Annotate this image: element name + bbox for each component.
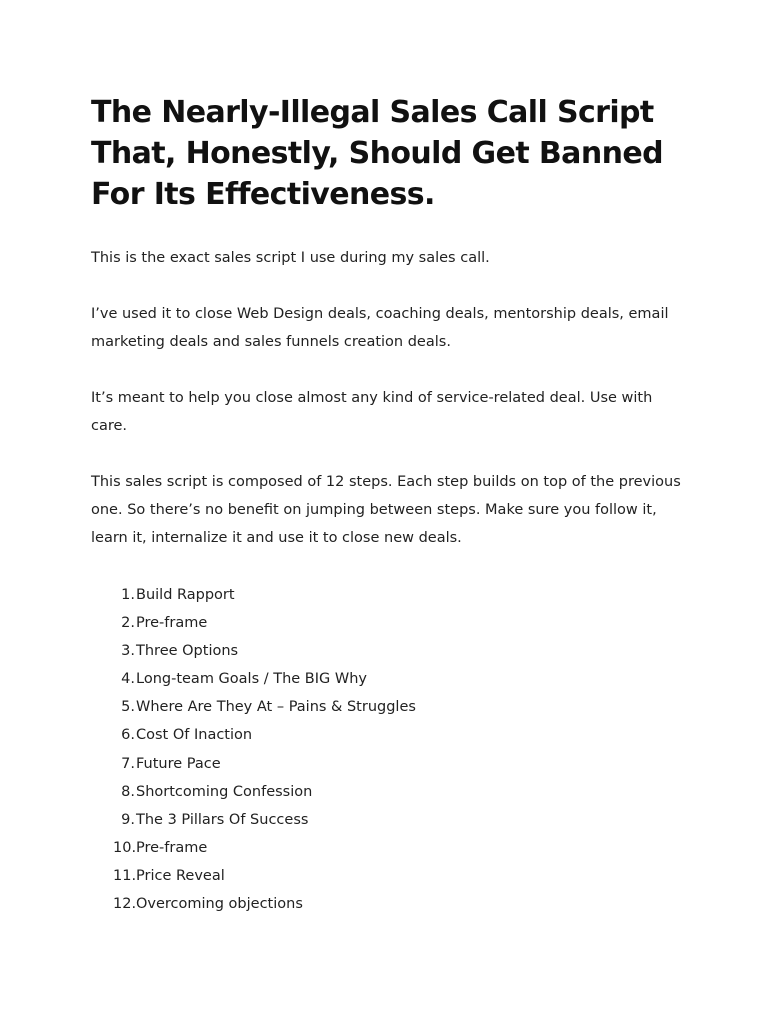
article	[91, 92, 691, 918]
step-number: 11.	[113, 867, 137, 884]
article-title: The Nearly-Illegal Sales Call Script That, Honestly, Should Get Banned For Its Effectiveness.	[91, 95, 663, 212]
step-label: Where Are They At – Pains & Struggles	[136, 699, 416, 716]
step-label: The 3 Pillars Of Success	[136, 811, 309, 828]
step-number: 2.	[121, 615, 135, 632]
step-label: Long-team Goals / The BIG Why	[136, 671, 367, 688]
step-label: Overcoming objections	[136, 896, 303, 913]
steps-intro-paragraph: This sales script is composed of 12 steps. Each step builds on top of the previous one. So there’s no benefit on jumping between steps. Make sure you follow it, learn it, internalize it and use it to close new deals.	[91, 474, 681, 546]
step-label: Pre-frame	[136, 615, 208, 632]
list-item	[91, 581, 691, 609]
step-number: 9.	[121, 811, 135, 828]
step-number: 5.	[121, 699, 135, 716]
step-number: 12.	[113, 896, 137, 913]
step-label: Price Reveal	[136, 867, 225, 884]
list-item	[91, 665, 691, 693]
step-label: Three Options	[136, 643, 239, 660]
step-number: 7.	[121, 755, 135, 772]
list-item	[91, 609, 691, 637]
list-item	[91, 693, 691, 721]
list-item	[91, 806, 691, 834]
step-label: Cost Of Inaction	[136, 727, 253, 744]
deals-paragraph: I’ve used it to close Web Design deals, coaching deals, mentorship deals, email marketing deals and sales funnels creation deals.	[91, 306, 669, 350]
list-item	[91, 890, 691, 918]
step-number: 4.	[121, 671, 135, 688]
step-label: Pre-frame	[136, 839, 208, 856]
step-label: Shortcoming Confession	[136, 783, 313, 800]
list-item	[91, 778, 691, 806]
step-number: 1.	[121, 587, 135, 603]
intro-paragraph: This is the exact sales script I use during my sales call.	[91, 250, 490, 266]
list-item	[91, 721, 691, 749]
steps-list	[91, 581, 691, 918]
list-item	[91, 637, 691, 665]
step-number: 8.	[121, 783, 135, 800]
step-number: 3.	[121, 643, 135, 660]
step-number: 6.	[121, 727, 135, 744]
list-item	[91, 862, 691, 890]
list-item	[91, 834, 691, 862]
step-label: Future Pace	[136, 755, 221, 772]
list-item	[91, 750, 691, 778]
purpose-paragraph: It’s meant to help you close almost any kind of service-related deal. Use with care.	[91, 390, 653, 434]
step-label: Build Rapport	[136, 587, 235, 603]
step-number: 10.	[113, 839, 137, 856]
